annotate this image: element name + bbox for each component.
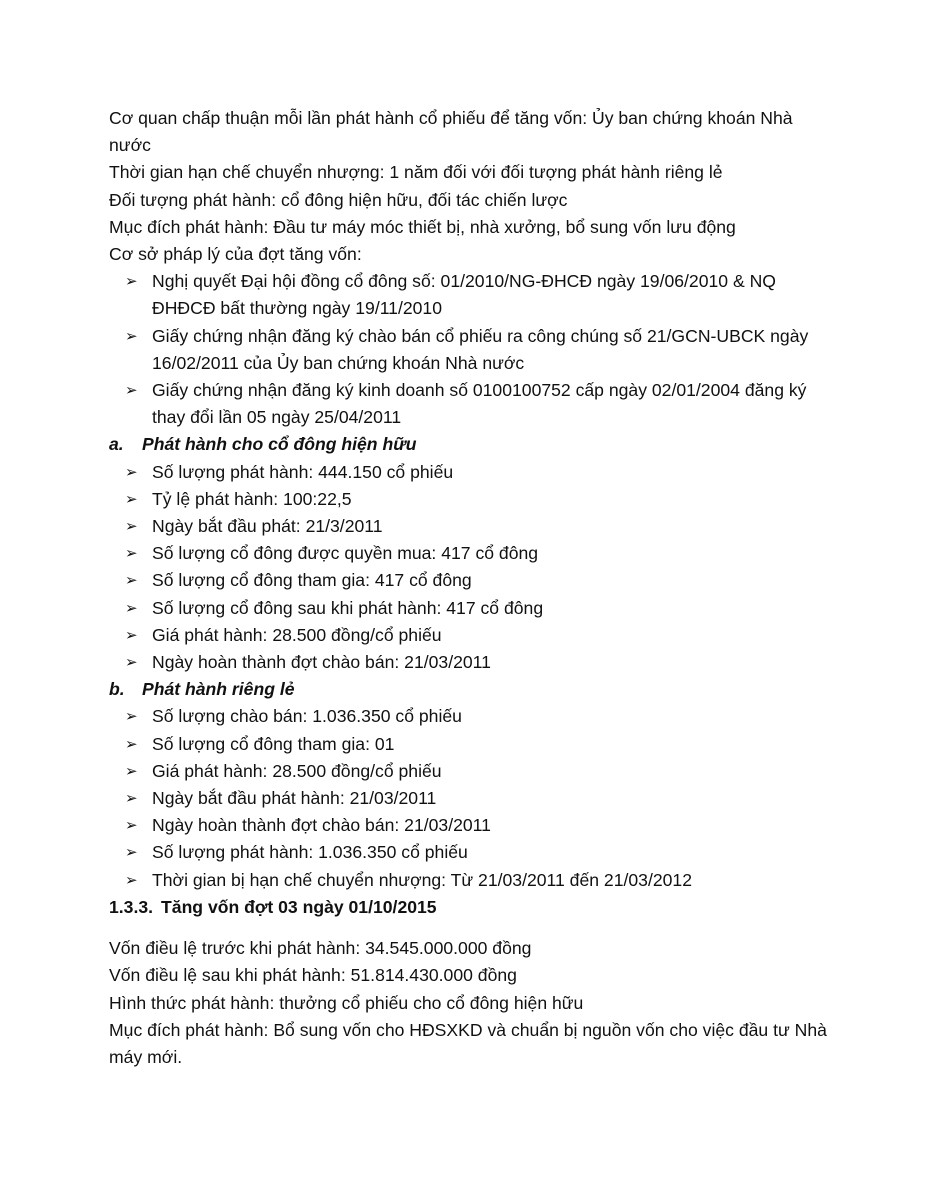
list-item-text: Số lượng phát hành: 1.036.350 cổ phiếu bbox=[152, 842, 468, 863]
arrowhead-bullet-icon: ➢ bbox=[125, 844, 138, 862]
section-a-letter: a. bbox=[109, 434, 124, 455]
section-a-heading bbox=[109, 431, 829, 458]
section-number: 1.3.3. bbox=[109, 896, 154, 917]
list-item-text: Nghị quyết Đại hội đồng cổ đông số: 01/2010/NG-ĐHCĐ ngày 19/06/2010 & NQ ĐHĐCĐ bất thường ngày 19/11/2010 bbox=[152, 271, 776, 319]
section-b-list bbox=[109, 703, 829, 893]
arrowhead-bullet-icon: ➢ bbox=[125, 790, 138, 808]
list-item bbox=[109, 513, 829, 540]
arrowhead-bullet-icon: ➢ bbox=[125, 708, 138, 726]
list-item-text: Ngày hoàn thành đợt chào bán: 21/03/2011 bbox=[152, 652, 491, 673]
arrowhead-bullet-icon: ➢ bbox=[125, 490, 138, 508]
body-line: Hình thức phát hành: thưởng cổ phiếu cho cổ đông hiện hữu bbox=[109, 992, 584, 1013]
section-b-heading bbox=[109, 676, 829, 703]
arrowhead-bullet-icon: ➢ bbox=[125, 572, 138, 590]
arrowhead-bullet-icon: ➢ bbox=[125, 545, 138, 563]
list-item bbox=[109, 540, 829, 567]
arrowhead-bullet-icon: ➢ bbox=[125, 273, 138, 291]
section-a-title: Phát hành cho cổ đông hiện hữu bbox=[142, 434, 417, 455]
list-item bbox=[109, 703, 829, 730]
section-1-3-3-body bbox=[109, 935, 829, 1071]
list-item-text: Số lượng phát hành: 444.150 cổ phiếu bbox=[152, 461, 454, 482]
list-item bbox=[109, 731, 829, 758]
arrowhead-bullet-icon: ➢ bbox=[125, 626, 138, 644]
list-item-text: Giá phát hành: 28.500 đồng/cổ phiếu bbox=[152, 760, 442, 781]
list-item bbox=[109, 459, 829, 486]
arrowhead-bullet-icon: ➢ bbox=[125, 382, 138, 400]
section-b-title: Phát hành riêng lẻ bbox=[142, 679, 295, 700]
arrowhead-bullet-icon: ➢ bbox=[125, 735, 138, 753]
list-item bbox=[109, 785, 829, 812]
arrowhead-bullet-icon: ➢ bbox=[125, 654, 138, 672]
list-item bbox=[109, 649, 829, 676]
section-1-3-3-heading bbox=[109, 894, 829, 921]
list-item-text: Giá phát hành: 28.500 đồng/cổ phiếu bbox=[152, 624, 442, 645]
list-item bbox=[109, 867, 829, 894]
list-item-text: Ngày bắt đầu phát: 21/3/2011 bbox=[152, 516, 383, 537]
arrowhead-bullet-icon: ➢ bbox=[125, 871, 138, 889]
document-page bbox=[109, 105, 829, 1071]
list-item-text: Tỷ lệ phát hành: 100:22,5 bbox=[152, 488, 352, 509]
list-item bbox=[109, 595, 829, 622]
arrowhead-bullet-icon: ➢ bbox=[125, 762, 138, 780]
intro-line: Cơ sở pháp lý của đợt tăng vốn: bbox=[109, 244, 362, 265]
legal-basis-list bbox=[109, 268, 829, 431]
intro-line: Cơ quan chấp thuận mỗi lần phát hành cổ phiếu để tăng vốn: Ủy ban chứng khoán Nhà nước bbox=[109, 108, 793, 156]
section-a-list bbox=[109, 459, 829, 677]
list-item bbox=[109, 622, 829, 649]
arrowhead-bullet-icon: ➢ bbox=[125, 327, 138, 345]
list-item-text: Số lượng cổ đông được quyền mua: 417 cổ đông bbox=[152, 543, 539, 564]
list-item-text: Ngày hoàn thành đợt chào bán: 21/03/2011 bbox=[152, 815, 491, 836]
list-item-text: Số lượng chào bán: 1.036.350 cổ phiếu bbox=[152, 706, 462, 727]
list-item bbox=[109, 486, 829, 513]
list-item-text: Giấy chứng nhận đăng ký kinh doanh số 0100100752 cấp ngày 02/01/2004 đăng ký thay đổi lần 05 ngày 25/04/2011 bbox=[152, 380, 807, 428]
list-item bbox=[109, 567, 829, 594]
arrowhead-bullet-icon: ➢ bbox=[125, 463, 138, 481]
list-item bbox=[109, 323, 829, 377]
list-item-text: Số lượng cổ đông tham gia: 01 bbox=[152, 733, 395, 754]
intro-line: Mục đích phát hành: Đầu tư máy móc thiết bị, nhà xưởng, bổ sung vốn lưu động bbox=[109, 216, 736, 237]
list-item bbox=[109, 377, 829, 431]
list-item-text: Giấy chứng nhận đăng ký chào bán cổ phiếu ra công chúng số 21/GCN-UBCK ngày 16/02/2011 của Ủy ban chứng khoán Nhà nước bbox=[152, 325, 809, 373]
list-item-text: Ngày bắt đầu phát hành: 21/03/2011 bbox=[152, 788, 437, 809]
list-item bbox=[109, 268, 829, 322]
list-item bbox=[109, 812, 829, 839]
arrowhead-bullet-icon: ➢ bbox=[125, 817, 138, 835]
list-item-text: Số lượng cổ đông sau khi phát hành: 417 cổ đông bbox=[152, 597, 544, 618]
arrowhead-bullet-icon: ➢ bbox=[125, 599, 138, 617]
list-item-text: Số lượng cổ đông tham gia: 417 cổ đông bbox=[152, 570, 472, 591]
list-item-text: Thời gian bị hạn chế chuyển nhượng: Từ 21/03/2011 đến 21/03/2012 bbox=[152, 869, 692, 890]
body-line: Mục đích phát hành: Bổ sung vốn cho HĐSXKD và chuẩn bị nguồn vốn cho việc đầu tư Nhà máy mới. bbox=[109, 1019, 827, 1067]
list-item bbox=[109, 839, 829, 866]
section-b-letter: b. bbox=[109, 679, 125, 700]
intro-block bbox=[109, 105, 829, 268]
intro-line: Đối tượng phát hành: cổ đông hiện hữu, đối tác chiến lược bbox=[109, 189, 568, 210]
section-title: Tăng vốn đợt 03 ngày 01/10/2015 bbox=[161, 896, 437, 917]
intro-line: Thời gian hạn chế chuyển nhượng: 1 năm đối với đối tượng phát hành riêng lẻ bbox=[109, 162, 723, 183]
arrowhead-bullet-icon: ➢ bbox=[125, 518, 138, 536]
list-item bbox=[109, 758, 829, 785]
body-line: Vốn điều lệ trước khi phát hành: 34.545.000.000 đồng bbox=[109, 938, 532, 959]
body-line: Vốn điều lệ sau khi phát hành: 51.814.430.000 đồng bbox=[109, 965, 517, 986]
